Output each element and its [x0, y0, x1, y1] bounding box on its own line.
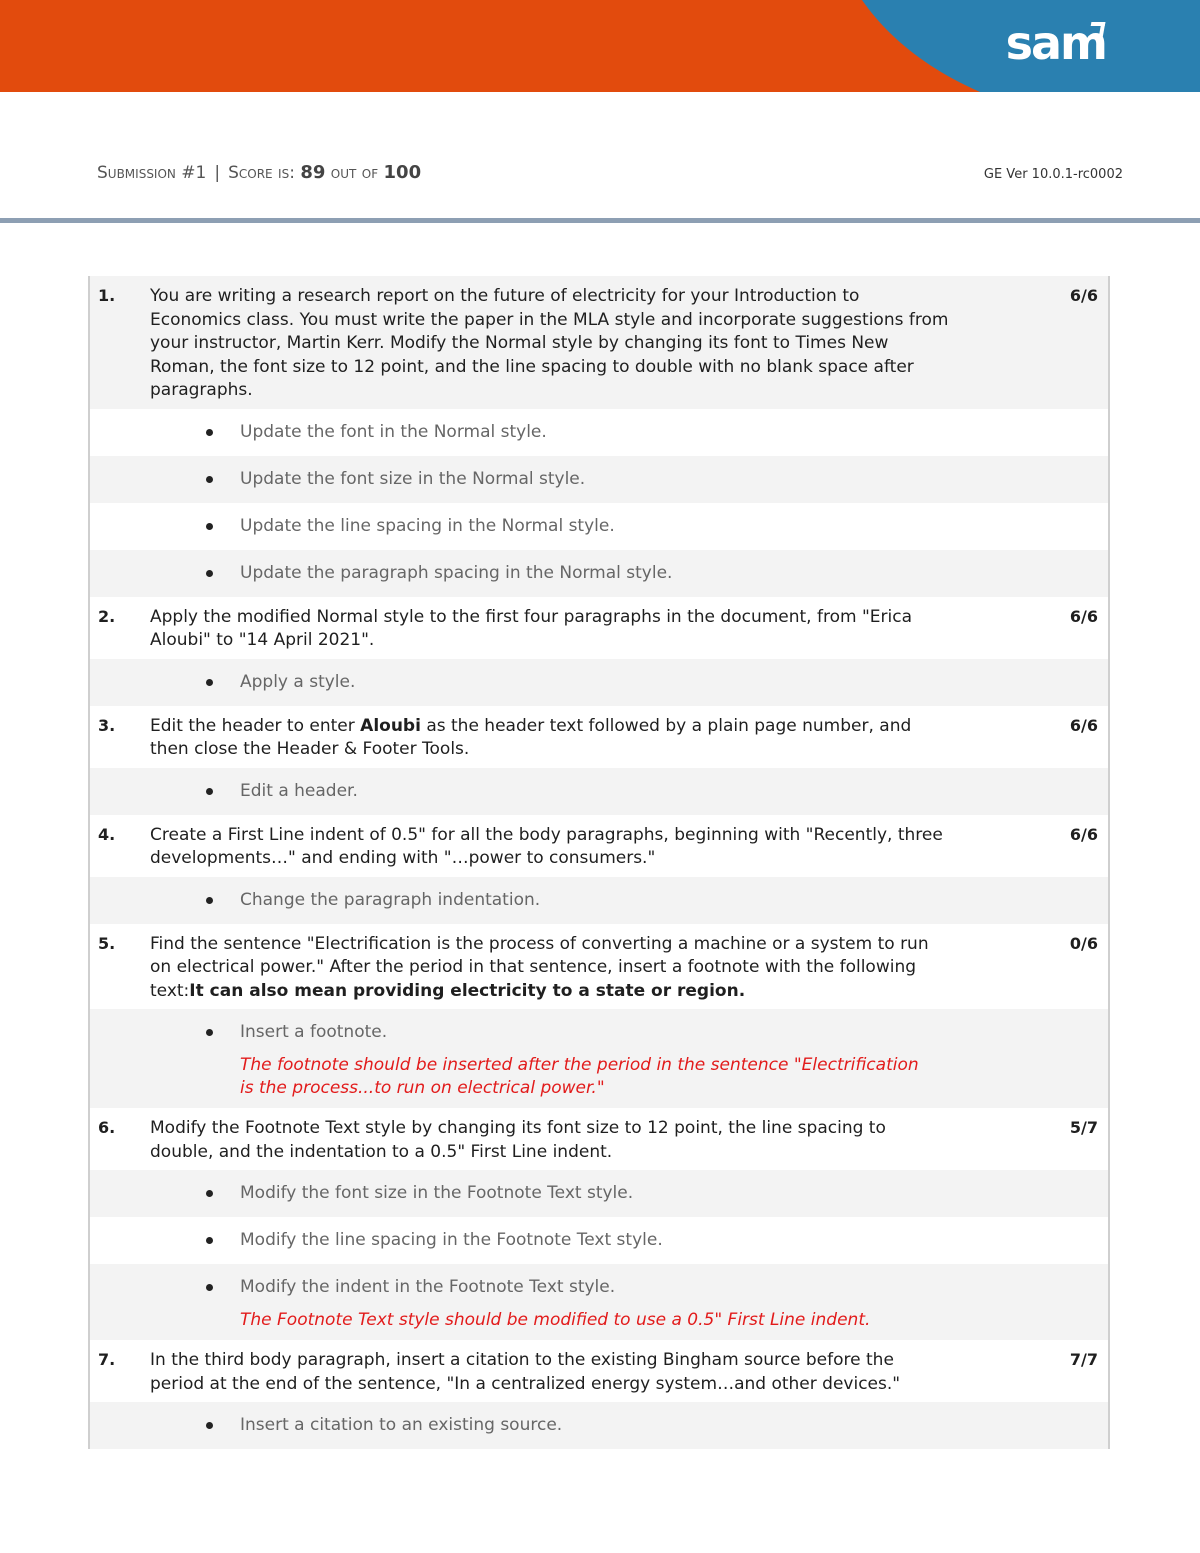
question-text: You are writing a research report on the future of electricity for your Introduction to Economics class. You must write the paper in the MLA style and incorporate suggestions from your instructor, Martin Kerr. Modify the Normal style by changing its font to Times New Roman, the font size to 12 point, and the line spacing to double with no blank space after paragraphs. — [150, 286, 949, 400]
out-of-label: out of — [330, 163, 379, 183]
task-row — [90, 659, 1108, 706]
question-row — [90, 1340, 1108, 1402]
task-row — [90, 877, 1108, 924]
question-row — [90, 706, 1108, 768]
question-row — [90, 276, 1108, 409]
question-row — [90, 1108, 1108, 1170]
question-row — [90, 597, 1108, 659]
question-number: 5. — [98, 933, 116, 953]
question-score: 7/7 — [1069, 1350, 1098, 1369]
task-text: Change the paragraph indentation. — [240, 889, 541, 910]
bullet-icon — [206, 1029, 213, 1036]
task-row — [90, 456, 1108, 503]
question-text: In the third body paragraph, insert a citation to the existing Bingham source before the period at the end of the sentence, "In a centralized energy system…and other devices." — [150, 1350, 901, 1394]
bullet-icon — [206, 679, 213, 686]
bullet-icon — [206, 897, 213, 904]
question-row — [90, 924, 1108, 1010]
task-row — [90, 1170, 1108, 1217]
separator: | — [214, 163, 221, 183]
question-text-bold: Aloubi — [360, 715, 421, 736]
task-text: Insert a citation to an existing source. — [240, 1415, 563, 1435]
question-score: 6/6 — [1069, 824, 1098, 844]
bullet-icon — [206, 429, 213, 436]
submission-label: Submission #1 — [97, 163, 207, 183]
task-row — [90, 503, 1108, 550]
task-text: Modify the indent in the Footnote Text style. — [240, 1277, 616, 1297]
feedback-text: The Footnote Text style should be modified to use a 0.5" First Line indent. — [240, 1310, 871, 1330]
question-score: 6/6 — [1069, 606, 1098, 626]
question-number: 7. — [98, 1350, 116, 1369]
task-text: Edit a header. — [240, 780, 358, 801]
score-max: 100 — [383, 162, 422, 183]
task-text: Modify the line spacing in the Footnote Text style. — [240, 1230, 663, 1250]
question-number: 3. — [98, 715, 116, 735]
feedback-text: The footnote should be inserted after the period in the sentence "Electrification is the process...to run on electrical power." — [240, 1055, 919, 1098]
question-text — [150, 933, 950, 1004]
score-value: 89 — [300, 162, 326, 183]
divider — [0, 218, 1200, 223]
question-text: Create a First Line indent of 0.5" for all the body paragraphs, beginning with "Recently, three developments…" and ending with "…power to consumers." — [150, 824, 943, 868]
header-banner — [0, 0, 1200, 92]
bullet-icon — [206, 1284, 213, 1291]
bullet-icon — [206, 476, 213, 483]
results-table — [88, 276, 1110, 1449]
task-text: Modify the font size in the Footnote Text style. — [240, 1183, 634, 1203]
logo-mark-icon — [1089, 22, 1106, 38]
question-text-part: Edit the header to enter — [150, 715, 361, 736]
question-row — [90, 815, 1108, 877]
task-row — [90, 1217, 1108, 1264]
sam-logo: sam — [1005, 16, 1106, 70]
bullet-icon — [206, 570, 213, 577]
version-label: GE Ver 10.0.1-rc0002 — [983, 167, 1123, 182]
task-text: Update the font in the Normal style. — [240, 421, 547, 442]
score-label: Score is: — [228, 163, 295, 183]
bullet-icon — [206, 1237, 213, 1244]
task-row — [90, 768, 1108, 815]
bullet-icon — [206, 1422, 213, 1429]
question-number: 2. — [98, 606, 116, 626]
task-row — [90, 550, 1108, 597]
task-row — [90, 409, 1108, 456]
question-score: 5/7 — [1069, 1118, 1098, 1137]
question-score: 6/6 — [1069, 715, 1098, 735]
question-text: Apply the modified Normal style to the first four paragraphs in the document, from "Erica Aloubi" to "14 April 2021". — [150, 606, 912, 650]
submission-header — [97, 160, 1123, 190]
submission-score-line — [97, 162, 421, 183]
task-text: Update the font size in the Normal style. — [240, 468, 586, 489]
question-text-part: as the header text followed by a plain page number, and then close the Header & Footer Tools. — [150, 715, 912, 759]
question-number: 1. — [98, 286, 116, 305]
question-score: 0/6 — [1069, 933, 1098, 953]
question-text-part: Find the sentence "Electrification is the process of converting a machine or a system to run on electrical power." After the period in that sentence, insert a footnote with the following text: — [150, 933, 929, 1001]
question-number: 4. — [98, 824, 116, 844]
task-text: Apply a style. — [240, 671, 356, 692]
question-text-bold: It can also mean providing electricity to a state or region. — [189, 980, 746, 1001]
task-text: Update the paragraph spacing in the Normal style. — [240, 562, 673, 583]
bullet-icon — [206, 523, 213, 530]
question-text — [150, 715, 950, 762]
task-row — [90, 1009, 1108, 1108]
bullet-icon — [206, 788, 213, 795]
question-text: Modify the Footnote Text style by changing its font size to 12 point, the line spacing to double, and the indentation to a 0.5" First Line indent. — [150, 1118, 886, 1162]
question-number: 6. — [98, 1118, 116, 1137]
task-text: Update the line spacing in the Normal style. — [240, 515, 615, 536]
task-row — [90, 1264, 1108, 1340]
bullet-icon — [206, 1190, 213, 1197]
question-score: 6/6 — [1069, 286, 1098, 305]
task-text: Insert a footnote. — [240, 1022, 388, 1042]
task-row — [90, 1402, 1108, 1449]
